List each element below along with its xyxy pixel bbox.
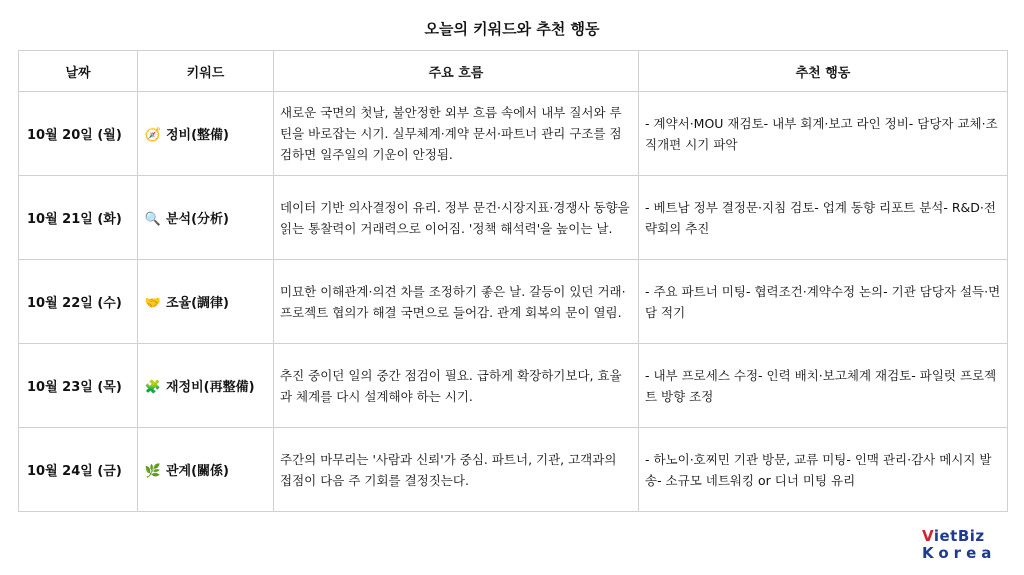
row-keyword-label: 관계(關係)	[166, 464, 229, 479]
table-row	[19, 92, 1008, 176]
header-recommended-action: 추천 행동	[639, 51, 1008, 92]
table-row	[19, 176, 1008, 260]
row-recommended-action: - 하노이·호찌민 기관 방문, 교류 미팅- 인맥 관리·감사 메시지 발송- 소규모 네트워킹 or 디너 미팅 유리	[639, 428, 1008, 512]
row-main-flow: 새로운 국면의 첫날, 불안정한 외부 흐름 속에서 내부 질서와 루틴을 바로잡는 시기. 실무체계·계약 문서·파트너 관리 구조를 점검하면 일주일의 기운이 안정됨.	[274, 92, 639, 176]
table-row	[19, 344, 1008, 428]
vietbiz-korea-logo: VietBiz Korea	[922, 527, 997, 562]
row-date: 10월 24일 (금)	[19, 428, 138, 512]
row-main-flow: 데이터 기반 의사결정이 유리. 정부 문건·시장지표·경쟁사 동향을 읽는 통찰력이 거래력으로 이어짐. '정책 해석력'을 높이는 날.	[274, 176, 639, 260]
row-keyword-label: 분석(分析)	[166, 212, 229, 227]
handshake-icon: 🤝	[144, 296, 162, 311]
row-date: 10월 20일 (월)	[19, 92, 138, 176]
page-title: 오늘의 키워드와 추천 행동	[424, 20, 600, 38]
row-main-flow: 미묘한 이해관계·의견 차를 조정하기 좋은 날. 갈등이 있던 거래·프로젝트 협의가 해결 국면으로 들어감. 관계 회복의 문이 열림.	[274, 260, 639, 344]
row-recommended-action: - 계약서·MOU 재검토- 내부 회계·보고 라인 정비- 담당자 교체·조직개편 시기 파악	[639, 92, 1008, 176]
table-header-row	[19, 51, 1008, 92]
row-keyword	[138, 260, 274, 344]
header-keyword: 키워드	[138, 51, 274, 92]
keyword-schedule-table	[18, 50, 1008, 512]
row-keyword	[138, 344, 274, 428]
row-date: 10월 22일 (수)	[19, 260, 138, 344]
row-keyword	[138, 92, 274, 176]
row-keyword	[138, 176, 274, 260]
row-main-flow: 추진 중이던 일의 중간 점검이 필요. 급하게 확장하기보다, 효율과 체계를 다시 설계해야 하는 시기.	[274, 344, 639, 428]
row-recommended-action: - 베트남 정부 결정문·지침 검토- 업계 동향 리포트 분석- R&D·전략회의 추진	[639, 176, 1008, 260]
row-date: 10월 21일 (화)	[19, 176, 138, 260]
row-date: 10월 23일 (목)	[19, 344, 138, 428]
header-main-flow: 주요 흐름	[274, 51, 639, 92]
row-main-flow: 주간의 마무리는 '사람과 신뢰'가 중심. 파트너, 기관, 고객과의 접점이 다음 주 기회를 결정짓는다.	[274, 428, 639, 512]
row-keyword-label: 재정비(再整備)	[166, 380, 255, 395]
row-recommended-action: - 주요 파트너 미팅- 협력조건·계약수정 논의- 기관 담당자 설득·면담 적기	[639, 260, 1008, 344]
row-recommended-action: - 내부 프로세스 수정- 인력 배치·보고체계 재검토- 파일럿 프로젝트 방향 조정	[639, 344, 1008, 428]
row-keyword-label: 조율(調律)	[166, 296, 229, 311]
table-row	[19, 260, 1008, 344]
table-row	[19, 428, 1008, 512]
compass-icon: 🧭	[144, 128, 162, 143]
row-keyword-label: 정비(整備)	[166, 128, 229, 143]
magnifier-icon: 🔍	[144, 212, 162, 227]
puzzle-icon: 🧩	[144, 380, 162, 395]
header-date: 날짜	[19, 51, 138, 92]
row-keyword	[138, 428, 274, 512]
herb-icon: 🌿	[144, 464, 162, 479]
